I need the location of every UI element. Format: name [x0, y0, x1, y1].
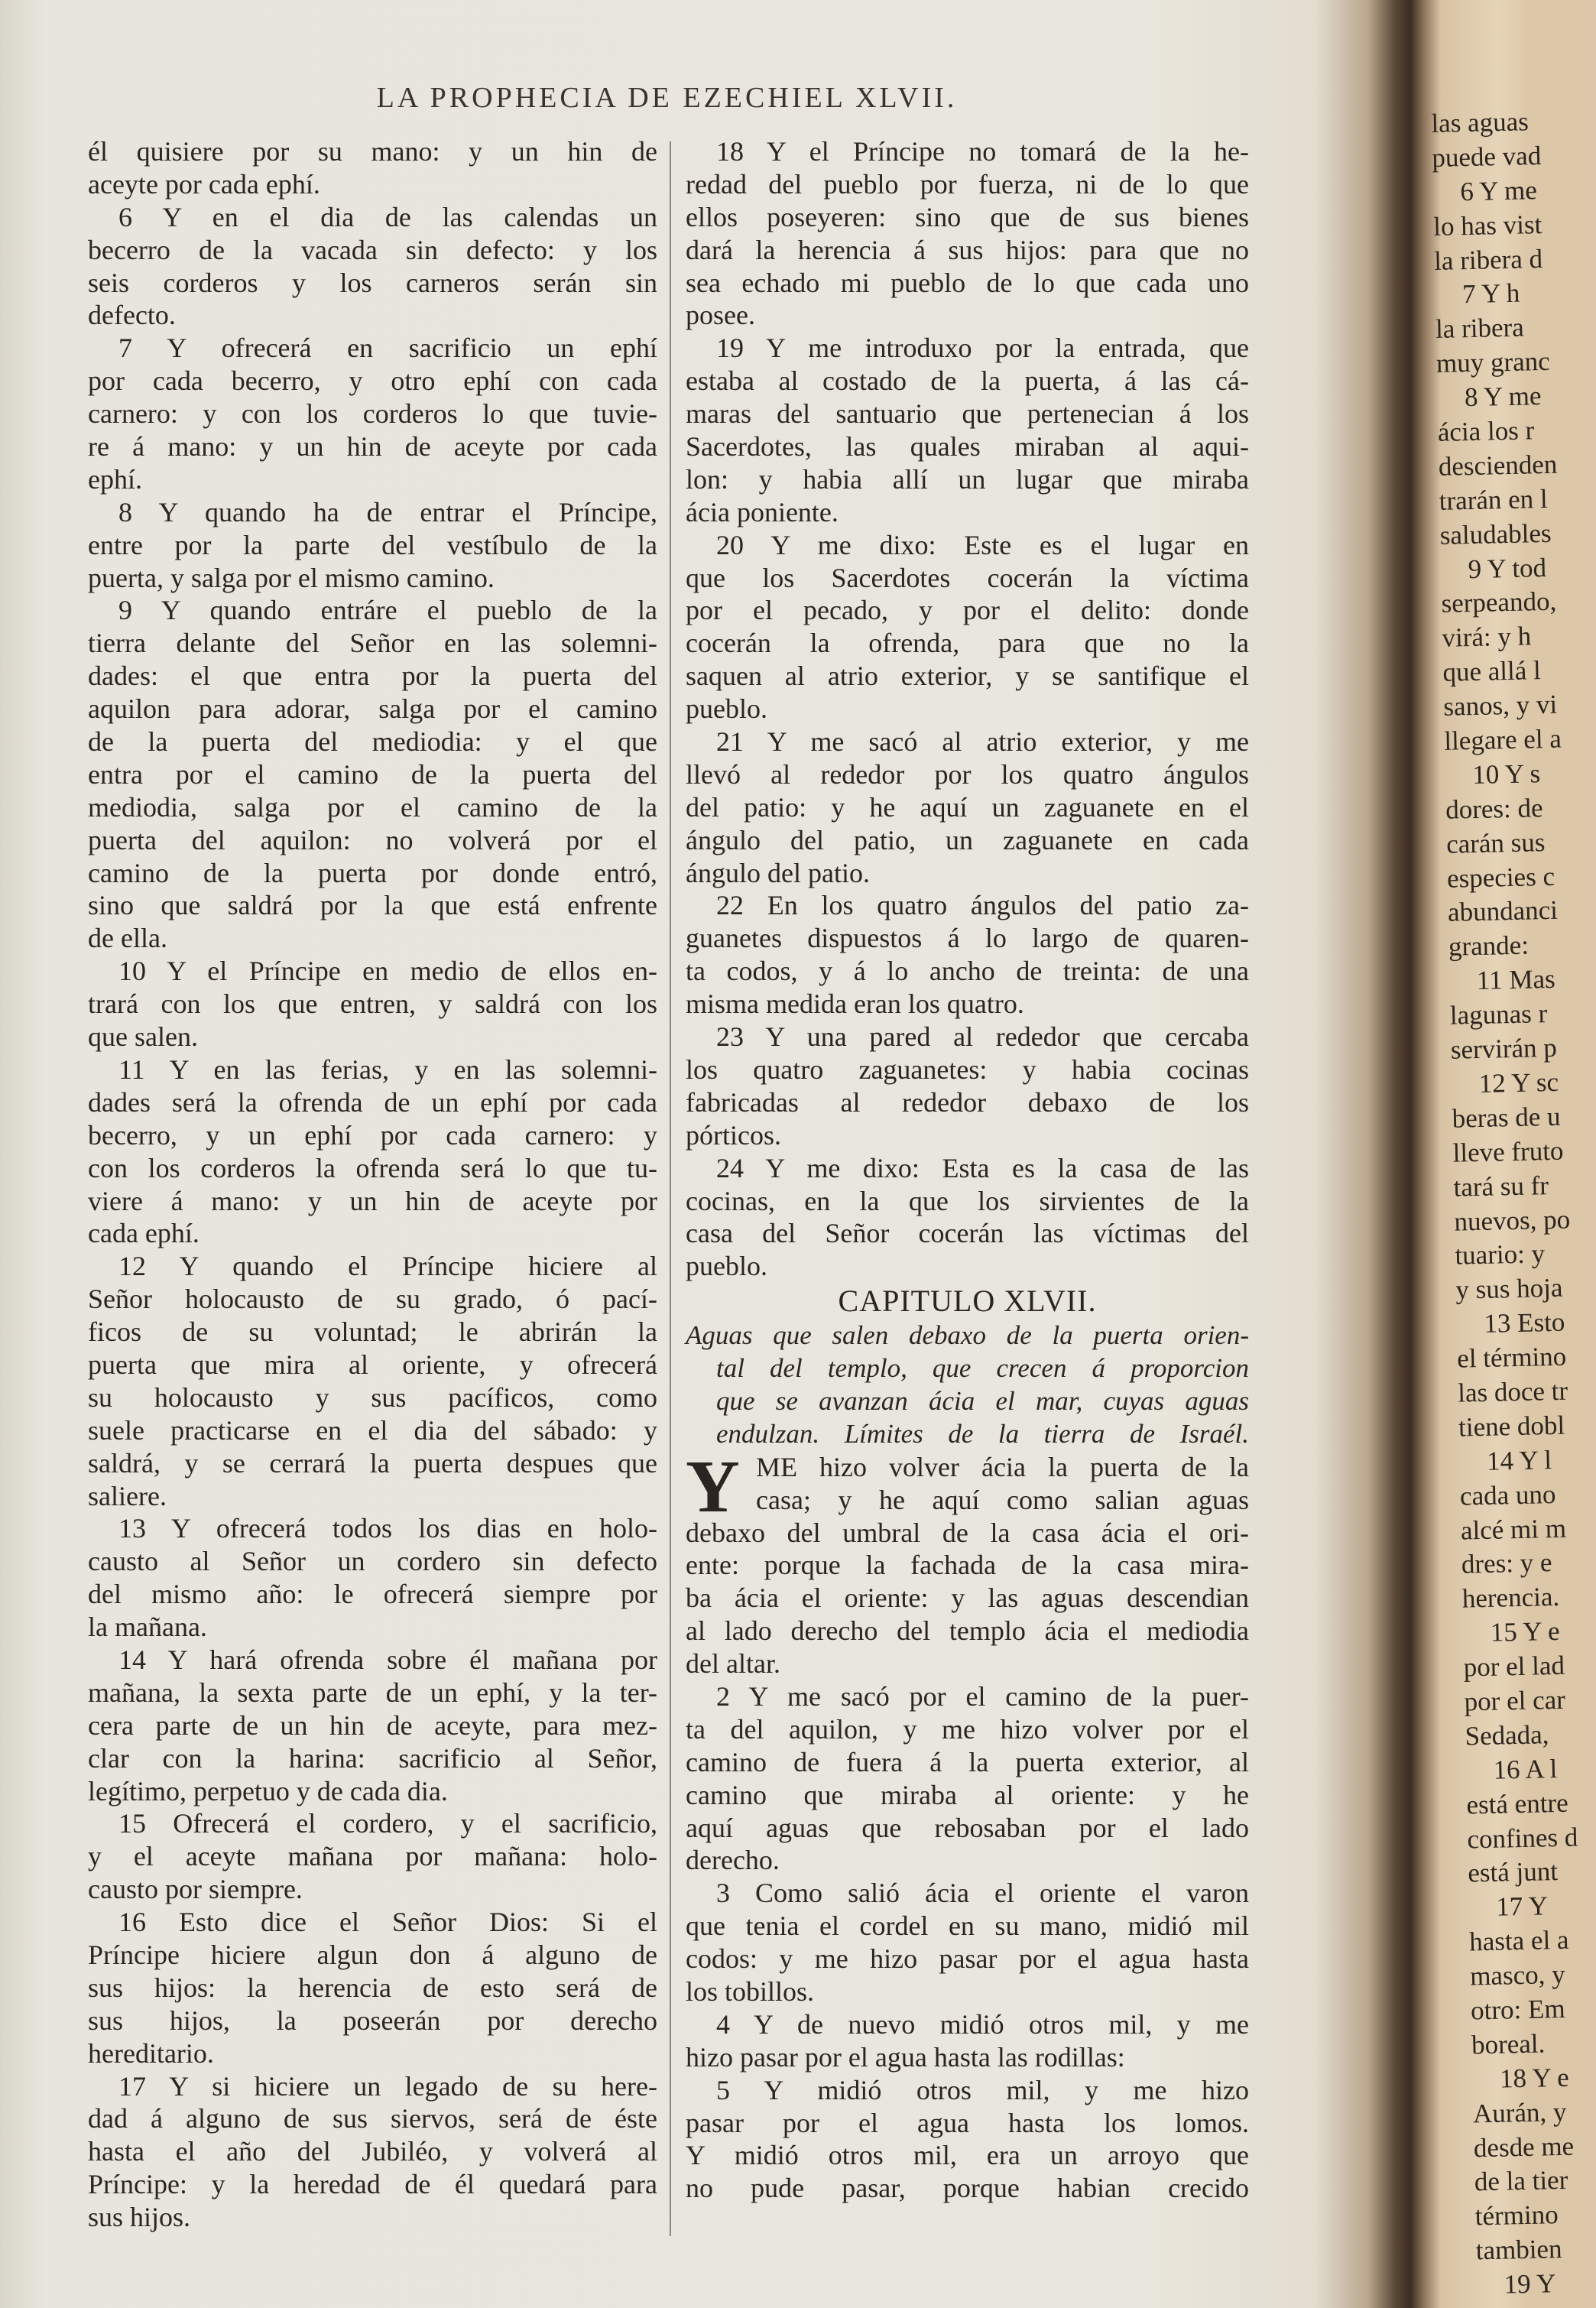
facing-page-line: lo has vist: [1432, 209, 1542, 242]
facing-page-line: especies c: [1446, 861, 1555, 894]
text-line: fabricadas al rededor debaxo de los: [686, 1086, 1249, 1118]
summary-line: endulzan. Límites de la tierra de Israél.: [716, 1418, 1249, 1449]
text-line: becerro, y un ephí por cada carnero: y: [88, 1119, 657, 1151]
facing-page-fragment: [1431, 105, 1584, 2308]
text-line: ME hizo volver ácia la puerta de la: [756, 1451, 1249, 1482]
text-line: 16 Esto dice el Señor Dios: Si el: [118, 1907, 657, 1938]
text-line: entra por el camino de la puerta del: [88, 758, 657, 790]
text-line: sino que saldrá por la que está enfrente: [88, 890, 657, 921]
facing-page-line: beras de u: [1452, 1101, 1561, 1134]
text-line: camino de la puerta por donde entró,: [88, 857, 657, 888]
paragraph: [686, 2074, 1249, 2206]
text-line: cera parte de un hin de aceyte, para mez-: [88, 1709, 657, 1741]
text-line: del patio: y he aquí un zaguanete en el: [686, 791, 1249, 823]
facing-page-line: dres: y e: [1461, 1547, 1552, 1579]
facing-page-line: llegare el a: [1443, 723, 1562, 756]
text-line: su holocausto y sus pacíficos, como: [88, 1381, 657, 1413]
facing-page-line: de la tier: [1474, 2165, 1568, 2197]
text-line: casa del Señor cocerán las víctimas del: [686, 1218, 1249, 1249]
text-line: tierra delante del Señor en las solemni-: [88, 628, 657, 659]
paragraph: [88, 1053, 657, 1250]
text-line: 12 Y quando el Príncipe hiciere al: [118, 1251, 657, 1282]
text-line: sus hijos, la poseerán por derecho: [88, 2004, 657, 2036]
text-line: de la puerta del mediodia: y el que: [88, 726, 657, 758]
text-line: lon: y habia allí un lugar que miraba: [686, 463, 1249, 495]
text-line: clar con la harina: sacrificio al Señor,: [88, 1742, 657, 1774]
facing-page-line: y sus hoja: [1455, 1273, 1563, 1305]
facing-page-line: virá: y h: [1442, 621, 1532, 654]
text-line: aquí aguas que rebosaban por el lado: [686, 1812, 1249, 1843]
summary-line: Aguas que salen debaxo de la puerta orien-: [686, 1320, 1249, 1351]
text-line: casa; y he aquí como salian aguas: [756, 1484, 1249, 1515]
paragraph: [88, 1644, 657, 1807]
facing-page-line: dores: de: [1445, 792, 1543, 825]
text-line: que los Sacerdotes cocerán la víctima: [686, 562, 1249, 593]
text-line: 21 Y me sacó al atrio exterior, y me: [716, 726, 1249, 758]
text-line: saquen al atrio exterior, y se santifique el: [686, 661, 1249, 692]
text-line: ba ácia el oriente: y las aguas descendian: [686, 1582, 1249, 1614]
text-line: sea echado mi pueblo de lo que cada uno: [686, 267, 1249, 298]
paragraph: [88, 594, 657, 955]
paragraph: [88, 2070, 657, 2234]
text-line: puerta del aquilon: no volverá por el: [88, 824, 657, 855]
text-line: codos: y me hizo pasar por el agua hasta: [686, 1943, 1249, 1975]
facing-page-line: por el car: [1464, 1684, 1566, 1717]
paragraph: [686, 332, 1249, 528]
text-line: ente: porque la fachada de la casa mira-: [686, 1550, 1249, 1581]
column-divider: [670, 141, 671, 2236]
facing-page-line: 9 Y tod: [1468, 552, 1547, 584]
text-line: becerro de la vacada sin defecto: y los: [88, 234, 657, 265]
chapter-47-text: [686, 1445, 1249, 2205]
text-line: estaba al costado de la puerta, á las cá-: [686, 365, 1249, 397]
running-title: LA PROPHECIA DE EZECHIEL XLVII.: [376, 82, 958, 114]
text-line: camino que miraba al oriente: y he: [686, 1779, 1249, 1810]
facing-page-line: término: [1474, 2199, 1559, 2232]
facing-page-line: hasta el a: [1468, 1924, 1569, 1957]
text-line: pórticos.: [686, 1119, 781, 1151]
facing-page-line: herencia.: [1461, 1582, 1560, 1614]
text-line: Señor holocausto de su grado, ó pací-: [88, 1284, 657, 1315]
facing-page-line: lagunas r: [1449, 998, 1548, 1031]
text-line: hizo pasar por el agua hasta las rodillas:: [686, 2041, 1125, 2073]
facing-page-line: sanos, y vi: [1443, 689, 1558, 722]
chapter-summary: [686, 1320, 1249, 1451]
text-line: pasar por el agua hasta los lomos.: [686, 2107, 1249, 2138]
text-line: ficos de su voluntad; le abrirán la: [88, 1316, 657, 1348]
facing-page-line: alcé mi m: [1460, 1513, 1567, 1546]
text-line: cada ephí.: [88, 1218, 200, 1249]
facing-page-line: las aguas: [1431, 106, 1530, 138]
text-line: 3 Como salió ácia el oriente el varon: [716, 1878, 1249, 1909]
text-line: dará la herencia á sus hijos: para que no: [686, 234, 1249, 265]
paragraph: [686, 1680, 1249, 1877]
facing-page-line: 11 Mas: [1476, 964, 1556, 996]
text-line: 9 Y quando entráre el pueblo de la: [118, 595, 657, 626]
text-line: causto por siempre.: [88, 1874, 303, 1905]
text-line: Sacerdotes, las quales miraban al aqui-: [686, 431, 1249, 463]
facing-page-line: abundanci: [1447, 895, 1559, 928]
paragraph: [88, 1807, 657, 1906]
text-line: 19 Y me introduxo por la entrada, que: [716, 333, 1249, 364]
text-line: redad del pueblo por fuerza, ni de lo que: [686, 168, 1249, 200]
text-line: no pude pasar, porque habian crecido: [686, 2173, 1249, 2204]
text-line: causto al Señor un cordero sin defecto: [88, 1546, 657, 1577]
text-line: y el aceyte mañana por mañana: holo-: [88, 1841, 657, 1872]
text-line: trará con los que entren, y saldrá con los: [88, 988, 657, 1020]
text-line: la mañana.: [88, 1612, 207, 1643]
paragraph: [88, 332, 657, 495]
text-line: él quisiere por su mano: y un hin de: [88, 136, 657, 167]
facing-page-line: trarán en l: [1439, 483, 1549, 516]
text-line: seis corderos y los carneros serán sin: [88, 267, 657, 298]
facing-page-line: tiene dobl: [1458, 1410, 1565, 1443]
text-line: 20 Y me dixo: Este es el lugar en: [716, 529, 1249, 560]
facing-page-line: tará su fr: [1453, 1170, 1549, 1203]
text-line: 5 Y midió otros mil, y me hizo: [716, 2074, 1249, 2105]
facing-page-line: 17 Y: [1495, 1891, 1549, 1923]
paragraph: [88, 955, 657, 1053]
facing-page-line: 16 A l: [1493, 1753, 1558, 1785]
facing-page-line: masco, y: [1469, 1959, 1566, 1992]
text-line: los quatro zaguanetes: y habia cocinas: [686, 1053, 1249, 1085]
text-line: 24 Y me dixo: Esta es la casa de las: [716, 1152, 1249, 1183]
facing-page-line: 14 Y l: [1486, 1444, 1552, 1476]
facing-page-line: grande:: [1448, 930, 1530, 962]
paragraph: [686, 2008, 1249, 2074]
text-line: del mismo año: le ofrecerá siempre por: [88, 1579, 657, 1610]
facing-page-line: 7 Y h: [1461, 278, 1520, 310]
facing-page-line: descienden: [1438, 449, 1558, 482]
text-line: 17 Y si hiciere un legado de su here-: [118, 2070, 657, 2102]
text-line: 11 Y en las ferias, y en las solemni-: [118, 1053, 657, 1085]
text-line: 2 Y me sacó por el camino de la puer-: [716, 1680, 1249, 1712]
facing-page-line: carán sus: [1445, 826, 1546, 859]
facing-page-line: serpeando,: [1441, 586, 1557, 619]
text-line: al lado derecho del templo ácia el mediodia: [686, 1615, 1249, 1647]
chapter-46-ending: [686, 135, 1249, 1283]
text-line: puerta que mira al oriente, y ofrecerá: [88, 1349, 657, 1380]
text-line: ellos poseyeren: sino que de sus bienes: [686, 201, 1249, 232]
text-line: re á mano: y un hin de aceyte por cada: [88, 431, 657, 463]
facing-page-line: servirán p: [1450, 1032, 1558, 1065]
facing-page-line: las doce tr: [1457, 1375, 1568, 1408]
facing-page-line: 15 Y e: [1490, 1616, 1560, 1647]
facing-page-line: 12 Y sc: [1478, 1066, 1559, 1099]
text-line: maras del santuario que pertenecian á los: [686, 398, 1249, 430]
paragraph: [88, 1906, 657, 2069]
facing-page-line: boreal.: [1471, 2028, 1546, 2060]
text-line: dades será la ofrenda de un ephí por cada: [88, 1086, 657, 1118]
text-line: de ella.: [88, 923, 167, 954]
text-line: mañana, la sexta parte de un ephí, y la ter-: [88, 1677, 657, 1708]
text-line: suele practicarse en el dia del sábado: y: [88, 1414, 657, 1446]
text-line: ta codos, y á lo ancho de treinta: de una: [686, 956, 1249, 987]
text-line: pueblo.: [686, 1251, 767, 1282]
text-line: puerta, y salga por el mismo camino.: [88, 562, 495, 593]
paragraph: [686, 1877, 1249, 2008]
text-line: saliere.: [88, 1480, 167, 1511]
facing-page-line: saludables: [1439, 518, 1552, 550]
text-line: posee.: [686, 300, 755, 331]
paragraph: [686, 529, 1249, 726]
facing-page-line: el término: [1456, 1341, 1567, 1374]
facing-page-line: está entre: [1466, 1787, 1569, 1820]
facing-page-line: 8 Y me: [1464, 381, 1542, 413]
facing-page-line: lleve fruto: [1452, 1135, 1564, 1168]
facing-page-line: muy granc: [1435, 346, 1551, 379]
facing-page-line: desde me: [1473, 2131, 1575, 2163]
text-line: derecho.: [686, 1845, 780, 1876]
facing-page-line: 10 Y s: [1471, 758, 1541, 790]
text-line: ephí.: [88, 463, 142, 495]
text-line: sus hijos: la herencia de esto será de: [88, 1972, 657, 2003]
text-line: entre por la parte del vestíbulo de la: [88, 529, 657, 560]
text-line: carnero: y con los corderos lo que tuvie-: [88, 398, 657, 430]
text-line: Príncipe hiciere algun don á alguno de: [88, 1939, 657, 1970]
facing-page-line: 18 Y e: [1499, 2062, 1570, 2094]
facing-page-line: Aurán, y: [1472, 2096, 1567, 2129]
facing-page-line: 19 Y: [1504, 2268, 1556, 2300]
text-line: con los corderos la ofrenda será lo que tu-: [88, 1152, 657, 1183]
summary-line: que se avanzan ácia el mar, cuyas aguas: [716, 1385, 1249, 1416]
text-line: 6 Y en el dia de las calendas un: [118, 201, 657, 232]
text-line: saldrá, y se cerrará la puerta despues que: [88, 1447, 657, 1479]
text-line: legítimo, perpetuo y de cada dia.: [88, 1775, 448, 1806]
text-line: que salen.: [88, 1021, 198, 1053]
paragraph: [88, 1250, 657, 1512]
text-line: ángulo del patio, un zaguanete en cada: [686, 824, 1249, 855]
text-line: aquilon para adorar, salga por el camino: [88, 693, 657, 725]
paragraph: [686, 1445, 1249, 1680]
summary-line: tal del templo, que crecen á proporcion: [716, 1353, 1249, 1384]
text-line: defecto.: [88, 300, 176, 331]
text-line: por cada becerro, y otro ephí con cada: [88, 365, 657, 397]
text-line: viere á mano: y un hin de aceyte por: [88, 1185, 657, 1216]
right-text-column: [686, 135, 1249, 2205]
text-line: dad á alguno de sus siervos, será de éste: [88, 2103, 657, 2134]
text-line: 22 En los quatro ángulos del patio za-: [716, 890, 1249, 921]
text-line: 18 Y el Príncipe no tomará de la he-: [716, 136, 1249, 167]
paragraph: [686, 726, 1249, 889]
text-line: 13 Y ofrecerá todos los dias en holo-: [118, 1513, 657, 1544]
facing-page-line: 13 Esto: [1483, 1307, 1565, 1339]
text-line: por el pecado, y por el delito: donde: [686, 595, 1249, 626]
paragraph: [686, 135, 1249, 332]
facing-page-line: tuario: y: [1455, 1238, 1546, 1271]
text-line: ácia poniente.: [686, 496, 839, 527]
paragraph: [88, 1512, 657, 1644]
text-line: 14 Y hará ofrenda sobre él mañana por: [118, 1644, 657, 1675]
facing-page-line: tambien: [1475, 2234, 1562, 2266]
text-line: que tenia el cordel en su mano, midió mil: [686, 1910, 1249, 1942]
facing-page-line: la ribera: [1435, 312, 1525, 345]
facing-page-line: nuevos, po: [1454, 1204, 1571, 1237]
facing-page-line: ácia los r: [1437, 415, 1535, 447]
drop-cap: Y: [686, 1445, 740, 1528]
text-line: sus hijos.: [88, 2202, 191, 2233]
text-line: mediodia, salga por el camino de la: [88, 791, 657, 823]
facing-page-line: confines d: [1467, 1822, 1578, 1855]
facing-page-line: que allá l: [1442, 655, 1542, 688]
paragraph: [88, 135, 657, 201]
facing-page-line: cada uno: [1459, 1479, 1556, 1511]
text-line: 23 Y una pared al rededor que cercaba: [716, 1021, 1249, 1053]
text-line: hereditario.: [88, 2037, 214, 2069]
text-line: ta del aquilon, y me hizo volver por el: [686, 1713, 1249, 1745]
text-line: 15 Ofrecerá el cordero, y el sacrificio,: [118, 1808, 657, 1839]
facing-page-line: la ribera d: [1433, 243, 1543, 276]
text-line: 8 Y quando ha de entrar el Príncipe,: [118, 496, 657, 527]
paragraph: [686, 889, 1249, 1021]
left-text-column: [88, 135, 657, 2234]
facing-page-line: puede vad: [1431, 140, 1542, 173]
text-line: aceyte por cada ephí.: [88, 168, 320, 200]
facing-page-line: Sedada,: [1465, 1719, 1549, 1751]
facing-page-line: 6 Y me: [1459, 174, 1538, 206]
text-line: misma medida eran los quatro.: [686, 988, 1024, 1020]
text-line: Príncipe: y la heredad de él quedará para: [88, 2169, 657, 2200]
paragraph: [88, 201, 657, 333]
facing-page-line: otro: Em: [1470, 1993, 1566, 2026]
paragraph: [686, 1021, 1249, 1152]
text-line: dades: el que entra por la puerta del: [88, 661, 657, 692]
text-line: cocinas, en la que los sirvientes de la: [686, 1185, 1249, 1216]
text-line: debaxo del umbral de la casa ácia el ori-: [686, 1517, 1249, 1548]
text-line: pueblo.: [686, 693, 767, 725]
text-line: cocerán la ofrenda, para que no la: [686, 628, 1249, 659]
chapter-heading: CAPITULO XLVII.: [838, 1284, 1097, 1319]
paragraph: [686, 1152, 1249, 1284]
text-line: ángulo del patio.: [686, 857, 870, 888]
text-line: guanetes dispuestos á lo largo de quaren-: [686, 923, 1249, 954]
text-line: llevó al rededor por los quatro ángulos: [686, 758, 1249, 790]
text-line: Y midió otros mil, era un arroyo que: [686, 2140, 1249, 2171]
text-line: 10 Y el Príncipe en medio de ellos en-: [118, 956, 657, 987]
paragraph: [88, 496, 657, 595]
text-line: 4 Y de nuevo midió otros mil, y me: [716, 2008, 1249, 2040]
text-line: hasta el año del Jubiléo, y volverá al: [88, 2136, 657, 2167]
text-line: del altar.: [686, 1648, 780, 1680]
text-line: los tobillos.: [686, 1975, 815, 2007]
text-line: camino de fuera á la puerta exterior, al: [686, 1746, 1249, 1777]
text-line: 7 Y ofrecerá en sacrificio un ephí: [118, 333, 657, 364]
facing-page-line: está junt: [1467, 1856, 1559, 1888]
facing-page-line: por el lad: [1463, 1650, 1565, 1683]
